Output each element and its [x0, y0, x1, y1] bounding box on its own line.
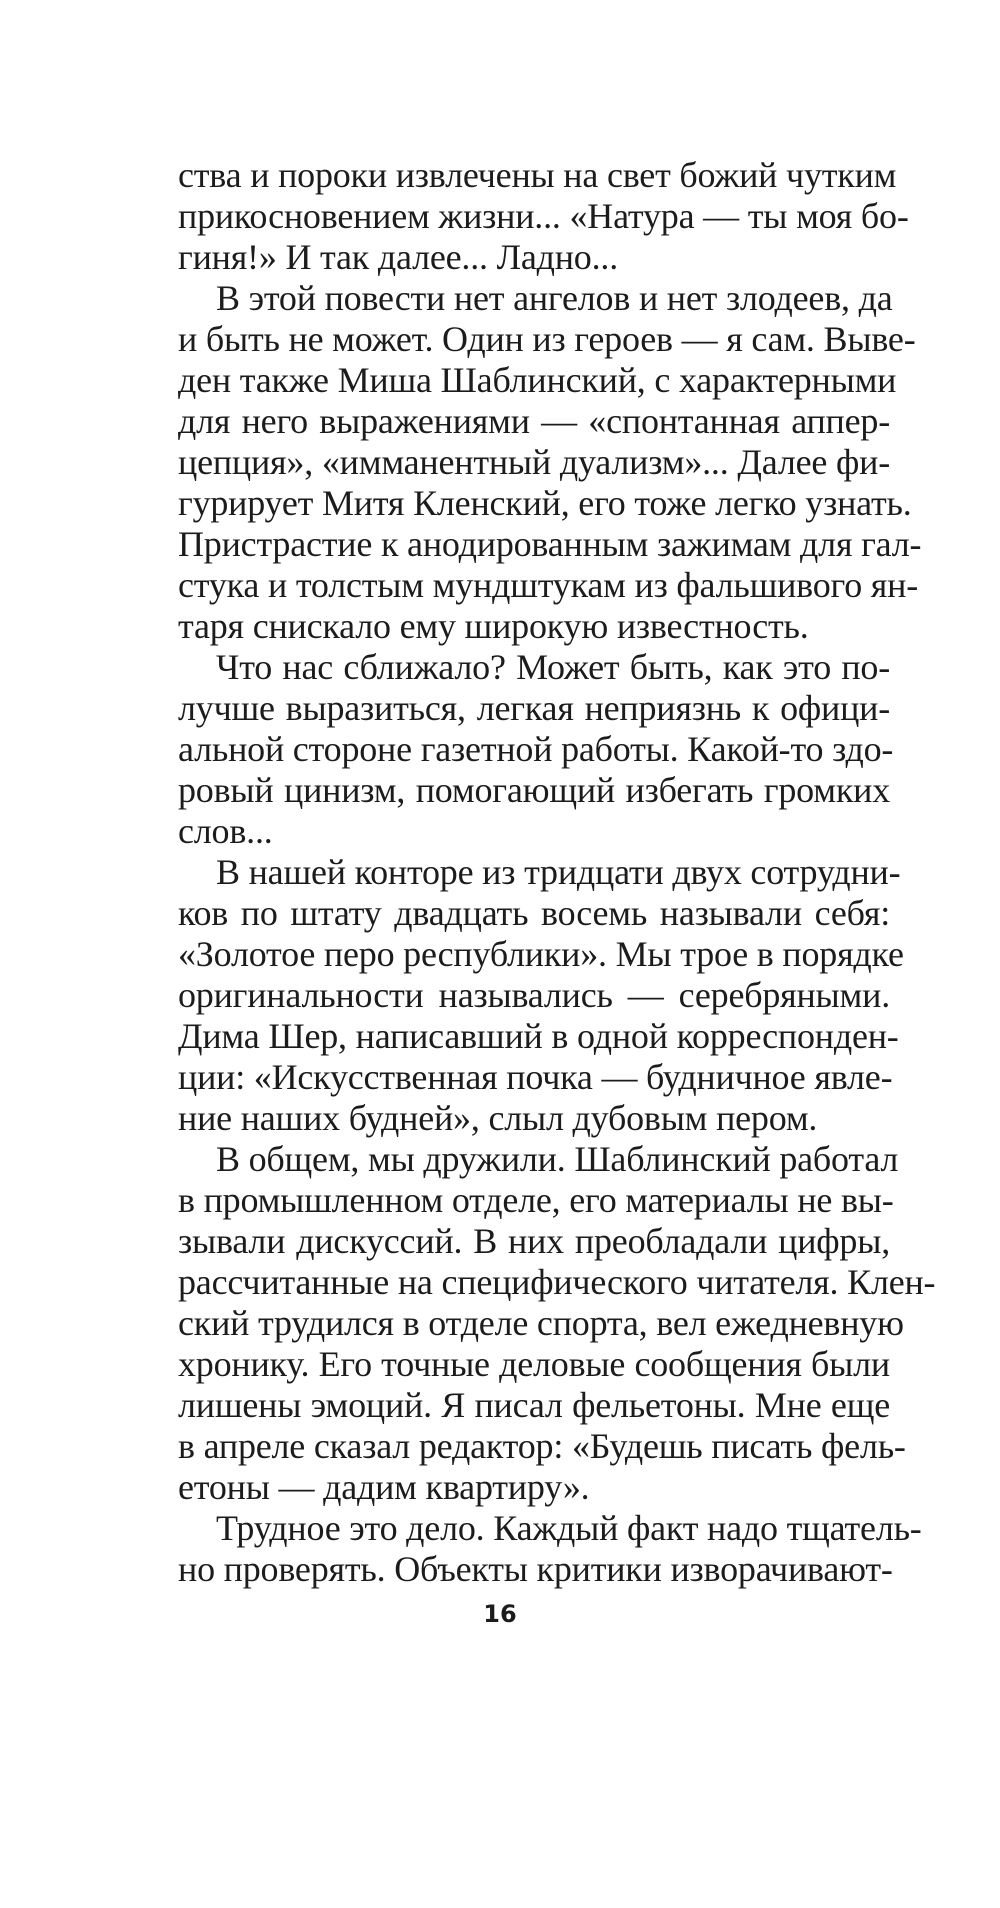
text-line: ства и пороки извлечены на свет божий чутким: [178, 155, 897, 195]
text-line: ков по штату двадцать восемь называли себя:: [178, 893, 890, 933]
text-line: лучше выразиться, легкая неприязнь к офици-: [178, 688, 890, 728]
text-line: ден также Миша Шаблинский, с характерными: [178, 360, 897, 400]
text-line: гиня!» И так далее... Ладно...: [178, 237, 618, 277]
text-line: для него выражениями — «спонтанная аппер-: [178, 401, 890, 441]
text-line: в промышленном отделе, его материалы не вы-: [178, 1180, 894, 1220]
text-line: слов...: [178, 811, 273, 851]
text-line: ский трудился в отделе спорта, вел ежедневную: [178, 1303, 904, 1343]
text-line: хронику. Его точные деловые сообщения были: [178, 1344, 890, 1384]
text-line: прикосновением жизни... «Натура — ты моя бо-: [178, 196, 909, 236]
text-line: гурирует Митя Кленский, его тоже легко узнать.: [178, 483, 912, 523]
text-line: стука и толстым мундштукам из фальшивого ян-: [178, 565, 919, 605]
text-line: в апреле сказал редактор: «Будешь писать фель-: [178, 1426, 906, 1466]
text-line: таря снискало ему широкую известность.: [178, 606, 809, 646]
text-line: ции: «Искусственная почка — будничное явле-: [178, 1057, 893, 1097]
text-line: рассчитанные на специфического читателя. Клен-: [178, 1262, 936, 1302]
text-line: Трудное это дело. Каждый факт надо тщатель-: [216, 1508, 922, 1548]
text-line: Дима Шер, написавший в одной корреспонден-: [178, 1016, 899, 1056]
text-line: Пристрастие к анодированным зажимам для гал-: [178, 524, 922, 564]
text-line: В нашей конторе из тридцати двух сотрудни-: [216, 852, 901, 892]
text-line: «Золотое перо республики». Мы трое в порядке: [178, 934, 904, 974]
text-line: цепция», «имманентный дуализм»... Далее фи-: [178, 442, 890, 482]
text-line: лишены эмоций. Я писал фельетоны. Мне еще: [178, 1385, 890, 1425]
text-line: и быть не может. Один из героев — я сам. Выве-: [178, 319, 916, 359]
text-line: оригинальности назывались — серебряными.: [178, 975, 890, 1015]
text-line: зывали дискуссий. В них преобладали цифры,: [178, 1221, 890, 1261]
text-line: В общем, мы дружили. Шаблинский работал: [216, 1139, 899, 1179]
text-line: ровый цинизм, помогающий избегать громких: [178, 770, 890, 810]
text-line: В этой повести нет ангелов и нет злодеев, да: [216, 278, 893, 318]
text-line: но проверять. Объекты критики изворачивают-: [178, 1549, 893, 1589]
text-line: альной стороне газетной работы. Какой-то здо-: [178, 729, 894, 769]
page-number: 16: [483, 1600, 517, 1628]
text-line: Что нас сближало? Может быть, как это по-: [216, 647, 890, 687]
text-line: етоны — дадим квартиру».: [178, 1467, 590, 1507]
text-line: ние наших будней», слыл дубовым пером.: [178, 1098, 818, 1138]
